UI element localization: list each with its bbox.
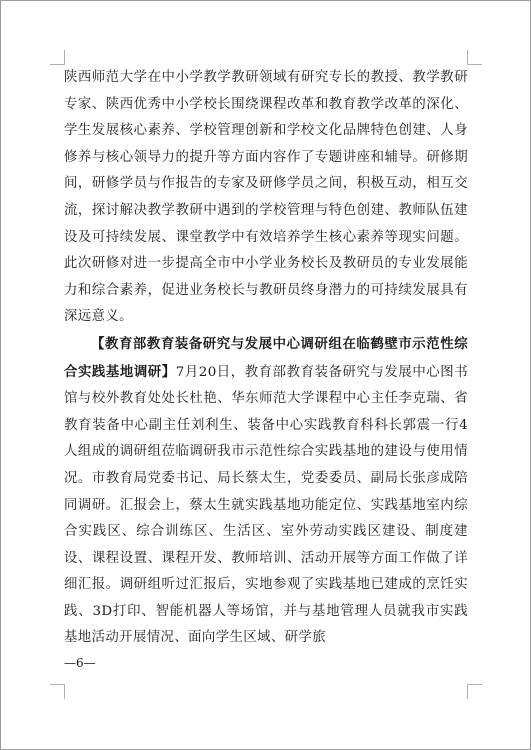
- crop-mark-bottom-left: [50, 684, 65, 699]
- news-body: 7月20日，教育部教育装备研究与发展中心图书馆与校外教育处处长杜艳、华东师范大学课程中心主任李克瑞、省教育装备中心副主任刘利生、装备中心实践教育科科长郭震一行4人组成的调研组莅临调研我市示范性综合实践基地的建设与使用情况。市教育局党委书记、局长蔡太生，党委委员、副局长张彦成陪同调研。汇报会上，蔡太生就实践基地功能定位、实践基地室内综合实践区、综合训练区、生活区、室外劳动实践区建设、制度建设、课程设置、课程开发、教师培训、活动开展等方面工作做了详细汇报。调研组听过汇报后，实地参观了实践基地已建成的烹饪实践、3D打印、智能机器人等场馆，并与基地管理人员就我市实践基地活动开展情况、面向学生区域、研学旅: [64, 364, 469, 646]
- crop-mark-top-right: [467, 50, 482, 65]
- news-heading: 【教育部教育装备研究与发展中心调研组在临鹤壁市示范性综合实践基地调研】: [64, 335, 468, 380]
- news-paragraph: [64, 331, 468, 652]
- crop-mark-bottom-right: [467, 684, 482, 699]
- page-number: —6—: [64, 656, 96, 670]
- document-body: [64, 65, 468, 652]
- paragraph-continued: 陕西师范大学在中小学教学教研领域有研究专长的教授、教学教研专家、陕西优秀中小学校长围绕课程改革和教育教学改革的深化、学生发展核心素养、学校管理创新和学校文化品牌特色创建、人身修养与核心领导力的提升等方面内容作了专题讲座和辅导。研修期间，研修学员与作报告的专家及研修学员之间，积极互动，相互交流，探讨解决教学教研中遇到的学校管理与特色创建、教师队伍建设及可持续发展、课堂教学中有效培养学生核心素养等现实问题。此次研修对进一步提高全市中小学业务校长及教研员的专业发展能力和综合素养，促进业务校长与教研员终身潜力的可持续发展具有深远意义。: [64, 70, 468, 325]
- crop-mark-top-left: [50, 50, 65, 65]
